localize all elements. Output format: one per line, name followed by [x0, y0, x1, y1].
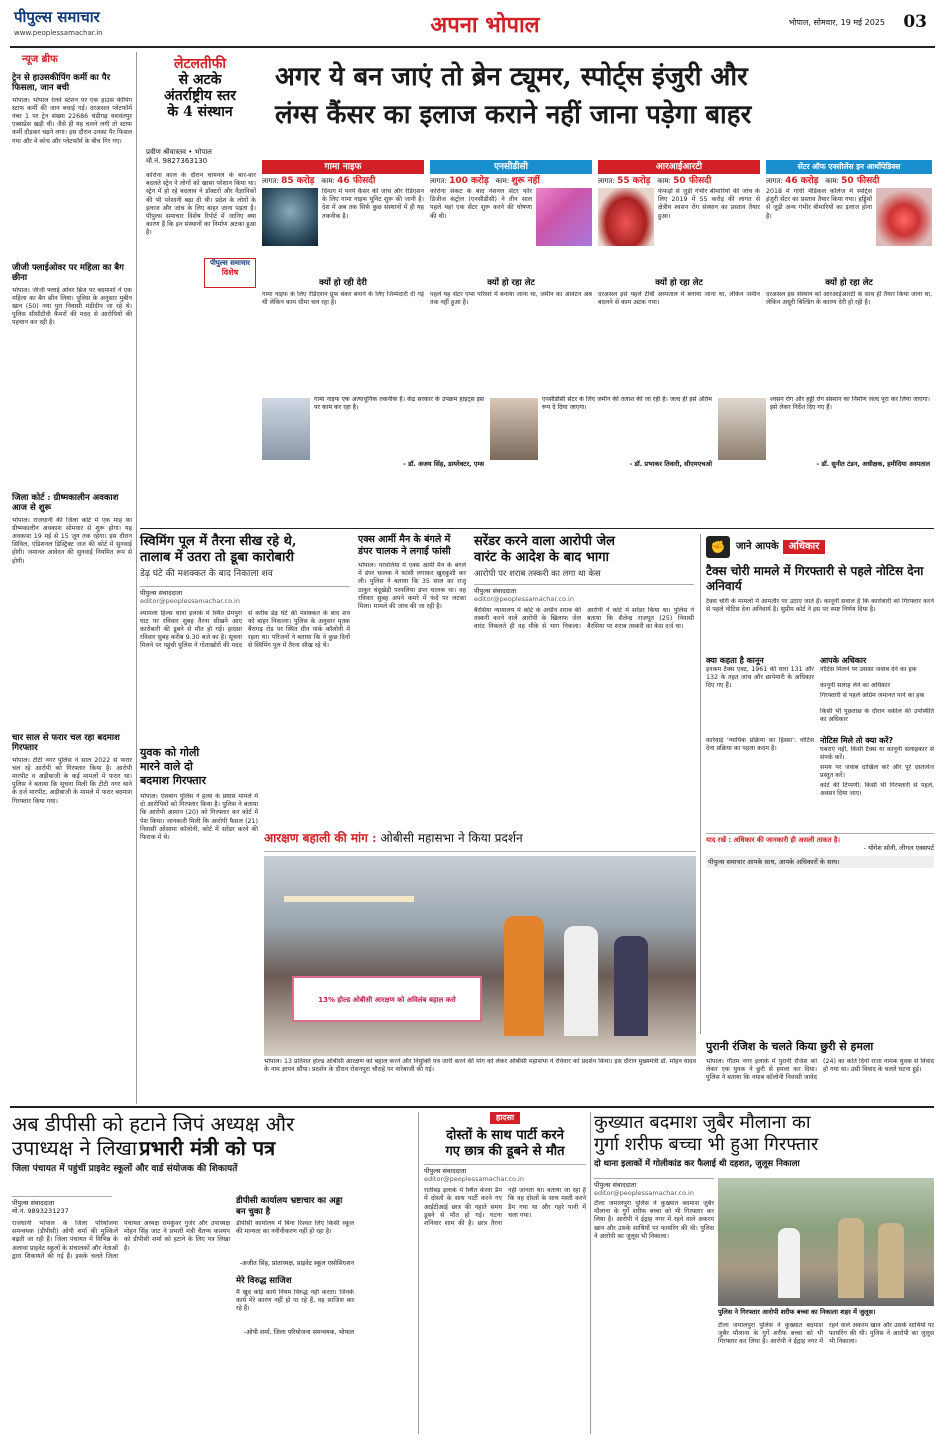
cost-value: 85 करोड़ [281, 176, 315, 186]
kicker-line: के 4 संस्थान [167, 104, 233, 120]
special-badge [204, 258, 256, 288]
rights-footer: पीपुल्स समाचार आपके साथ, आपके अधिकारों के साथ। [706, 856, 934, 868]
law-column [706, 656, 814, 827]
rights-title-prefix: जाने आपके [736, 540, 779, 552]
byline-email[interactable]: editor@peoplessamachar.co.in [424, 1175, 524, 1184]
brief-1-body: भोपाल। भोपाल रेलवे स्टेशन पर एक हाउस कीपिंग स्टाफ कर्मी की जान बचाई गई। दरअसल प्लेटफॉर्म नंबर 1 पर ट्रेन संख्या 22686 चंडीगढ़ यशवंतपुर एक्सप्रेस खड़ी थी। जैसे ही यह चलने लगी तो स्टाफ कर्मी दौड़कर चढ़ने लगा। इस दौरान उनका पैर फिसल गया और वे कोच और प्लेटफॉर्म के बीच गिर गए। [12, 96, 132, 145]
right-item: नोटिस मिलने पर उसका जवाब देने का हक [820, 666, 917, 673]
institute-name: एनसीडीसी [430, 160, 592, 174]
quote-author: - डॉ. प्रभाकर तिवारी, सीएमएचओ [629, 460, 712, 468]
notice-point: घबराएं नहीं, किसी टैक्स या कानूनी सलाहकार से संपर्क करें। [820, 746, 934, 762]
brief-4-title: चार साल से फरार चल रहा बदमाश गिरफ्तार [12, 732, 120, 753]
rights-author: - योगेश सोनी, लीगल एक्सपर्ट [863, 844, 934, 853]
headline: दोस्तों के साथ पार्टी करने [446, 1128, 564, 1143]
institute-stats [430, 176, 592, 187]
cost-label: लागत: [598, 177, 615, 185]
rights-body: टैक्स चोरी के मामलों में आमतौर पर उठाए जाते हैं। कानूनी सवाल है कि कारोबारी को गिरफ्तार करने से पहले नोटिस देना अनिवार्य है। सुप्रीम कोर्ट ने इस पर स्पष्ट निर्णय दिया है। [706, 598, 934, 614]
institute-body: कोरोना संकट के बाद नेशनल सेंटर फॉर डिजीज कंट्रोल (एनसीडीसी) ने तीन साल पहले यहां एक सेंटर शुरू करने की घोषणा की थी। [430, 188, 532, 220]
photo-person [778, 1228, 800, 1298]
photo-person [614, 936, 648, 1036]
law-point: कार्रवाई 'न्यायिक प्रक्रिया का हिस्सा': नोटिस देना प्रक्रिया का पहला कदम है। [706, 737, 814, 753]
work-label: काम: [321, 177, 335, 185]
story-body: भोपाल। ऐशबाग पुलिस ने हत्या के प्रयास मामले में दो आरोपियों को गिरफ्तार किया है। पुलिस ने बताया कि आरोपी आमान (20) को गिरफ्तार कर कोर्ट में पेश किया। जानकारी मिली कि आरोपी फैसल (21) निवासी ओसामा कॉलोनी, कोर्ट में सरेंडर करने की फिराक में थे। [140, 793, 258, 842]
right-item: किसी भी पूछताछ के दौरान वकील की उपस्थिति का अधिकार [820, 708, 934, 724]
lead-headline-2: लंग्स कैंसर का इलाज कराने नहीं जाना पड़ेगा बाहर [275, 100, 752, 130]
notice-point: कोर्ट की टिप्पणी: किसी भी गिरफ्तारी से पहले, अवसर दिया जाए। [820, 782, 934, 798]
subhead: आरोपी पर शराब तस्करी का लगा था केस [474, 569, 601, 579]
headline: स्विमिंग पूल में तैरना सीख रहे थे, [140, 534, 297, 549]
paper-name: पीपुल्स समाचार [14, 8, 100, 26]
your-rights-title: आपके अधिकार [820, 656, 867, 665]
cost-value: 55 करोड़ [617, 176, 651, 186]
story-army [358, 534, 466, 742]
quote-author: - डॉ. अजय सिंह, डायरेक्टर, एम्स [403, 460, 484, 468]
quote-text: गामा नाइफ एक अत्याधुनिक तकनीक है। केंद्र सरकार के उपक्रम हाइट्स इस पर काम कर रहा है। [314, 396, 484, 412]
dpc-sideboxes [236, 1196, 354, 1432]
quote-author: - डॉ. सुनीत टंडन, अधीक्षक, हमीदिया अस्पताल [816, 460, 930, 468]
byline: पीपुल्स संवाददाता [140, 586, 350, 597]
why-body: दरअसल इस संस्थान को आरआईआरटी के साथ ही तैयार किया जाना था, लेकिन अधूरी बिल्डिंग के कारण देरी हो रही है। [766, 291, 932, 307]
subhead: दो थाना इलाकों में गोलीकांड कर फैलाई थी दहशत, जुलूस निकाला [594, 1159, 800, 1169]
knee-injury-illustration [876, 188, 932, 246]
dateline: भोपाल, सोमवार, 19 मई 2025 [788, 18, 885, 27]
kicker-line: लेटलतीफी [173, 56, 227, 72]
protest-header [264, 826, 696, 852]
why-title: क्यों हो रहा लेट [655, 278, 703, 288]
headline: एक्स आर्मी मैन के बंगले में डंपर चालक ने लगाई फांसी [358, 534, 451, 557]
special-sub: विशेष [221, 267, 239, 277]
work-label: काम: [657, 177, 671, 185]
work-value: शुरू नहीं [511, 176, 540, 186]
work-label: काम: [825, 177, 839, 185]
rights-box [706, 534, 934, 1036]
cost-value: 100 करोड़ [449, 176, 489, 186]
website-link[interactable]: www.peoplessamachar.in [14, 28, 103, 37]
cost-label: लागत: [262, 177, 279, 185]
dpc-byline [12, 1196, 112, 1215]
byline: पीपुल्स संवाददाता [594, 1178, 714, 1189]
work-label: काम: [495, 177, 510, 185]
fist-icon: ✊ [706, 536, 730, 558]
brief-2-body: भोपाल। जीजी फ्लाई ओवर ब्रिज पर बदमाशों ने एक महिला का बैग छीन लिया। पुलिस के अनुसार मुबीन खान (50) नया पुरा निवासी मंडीदीप जा रहे थे। पुलिस सीसीटीवी कैमरों की मदद से आरोपियों की पहचान कर रही है। [12, 286, 132, 327]
byline: पीपुल्स संवाददाता [12, 1196, 112, 1207]
headline: अब डीपीसी को हटाने जिपं अध्यक्ष और [12, 1112, 295, 1136]
quote-text: श्वसन रोग और हड्डी रोग संस्थान का निर्माण जल्द पूरा कर लिया जाएगा। इसे लेकर निर्देश दिए गए हैं। [770, 396, 930, 412]
rights-title-main: अधिकार [783, 540, 826, 555]
special-label: पीपुल्स समाचार [209, 258, 251, 267]
institute-stats [262, 176, 424, 187]
right-item: गिरफ्तारी से पहले अग्रिम जमानत पाने का हक [820, 692, 925, 699]
story-zubair [594, 1112, 934, 1170]
lead-intro: कोरोना काल के दौरान चायनल के बार-बार बदलते स्ट्रेन ने लोगों को खासा परेशान किया था। स्ट्रेन में हो रहे बदलाव ने डॉक्टरों और वैज्ञानिकों की भी परेशानी बढ़ा दी थी। प्रदेश के लोगों के इलाज और जांच के लिए बाहर जाना पड़ता है। पीपुल्स समाचार विशेष रिपोर्ट में जानिए क्या कारण हैं कि इन संस्थानों का निर्माण अटका हुआ है। [146, 172, 256, 237]
work-value: 50 फीसदी [841, 176, 880, 186]
institute-name: सेंटर ऑफ एक्सीलेंस इन आर्थोपेडिक्स [766, 160, 932, 174]
why-body: गामा नाइफ के लिए रेडिएशन प्रूफ बंकर बनाने के लिए जिम्मेदारी दी गई थी लेकिन काम धीमा चल रहा है। [262, 291, 424, 307]
masthead-left [14, 8, 284, 44]
why-title: क्यों हो रही देरी [319, 278, 367, 288]
doctor-photo-sunit-tandon [718, 398, 766, 460]
doctor-photo-prabhakar-tiwari [490, 398, 538, 460]
headline: मारने वाले दो [140, 760, 193, 773]
byline: पीपुल्स संवाददाता [474, 584, 694, 595]
sidebox-title: मेरे विरुद्ध साजिश [236, 1275, 292, 1286]
headline-emphasis: प्रभारी मंत्री को पत्र [139, 1136, 276, 1160]
why-title: क्यों हो रहा लेट [487, 278, 535, 288]
protest-headline: ओबीसी महासभा ने किया प्रदर्शन [380, 831, 523, 845]
photo-person [564, 926, 598, 1036]
rights-header [706, 534, 934, 560]
byline-email[interactable]: editor@peoplessamachar.co.in [140, 597, 240, 606]
headline: गुर्गा शरीफ बच्चा भी हुआ गिरफ्तार [594, 1134, 819, 1155]
headline: युवक को गोली [140, 746, 200, 759]
why-title: क्यों हो रहा लेट [825, 278, 873, 288]
institute-name: गामा नाइफ [262, 160, 424, 174]
kicker-line: अंतर्राष्ट्रीय स्तर [164, 88, 236, 104]
headline: कुख्यात बदमाश जुबैर मौलाना का [594, 1112, 811, 1133]
institute-body: फेफड़ों से जुड़ी गंभीर बीमारियों की जांच के लिए 2019 में 55 करोड़ की लागत से क्षेत्रीय श्वसन रोग संस्थान का प्रस्ताव तैयार हुआ। [658, 188, 760, 220]
institute-stats [766, 176, 932, 187]
sidebox-author: -ओपी शर्मा, जिला परियोजना समन्वयक, भोपाल [243, 1328, 354, 1336]
story-body-continued: टीला जमालपुरा पुलिस ने कुख्यात बदमाश जुबैर मौलाना के गुर्गे शरीफ बच्चा को भी गिरफ्तार कर लिया है। आरोपी ने ईद्गाह नगर में रहने वाले अकरम खान और उसके साथियों पर फायरिंग की थी। पुलिस ने आरोपी का जुलूस भी निकाला। [718, 1322, 934, 1346]
headline: वारंट के आदेश के बाद भागा [474, 550, 609, 565]
story-body: बैरसिया न्यायालय में कोर्ट के अधीन शराब की तस्करी करने वाले आरोपी के खिलाफ जेल वारंट निकलते ही वह मौके से भाग निकला। आरोपी ने कोर्ट में सरेंडर किया था। पुलिस ने बताया कि शैलेन्द्र राजपूत (25) निवासी बैरसिया पर शराब तस्करी का केस दर्ज था। [474, 606, 694, 631]
why-body: पहले यह सेंटर एम्स परिसर में बनाया जाना था, जमीन का आवंटन अब तक नहीं हुआ है। [430, 291, 592, 307]
law-point: इनकम टैक्स एक्ट, 1961 की धारा 131 और 132 के तहत जांच और छापेमारी के अधिकार दिए गए हैं। [706, 666, 814, 690]
cost-label: लागत: [430, 177, 447, 185]
byline-email[interactable]: editor@peoplessamachar.co.in [594, 1189, 694, 1198]
page-number: 03 [903, 12, 927, 32]
byline-mobile: मो.नं. 9827363130 [146, 156, 208, 165]
subhead: जिला पंचायत में पहुंचीं प्राइवेट स्कूलों और वार्ड संयोजक की शिकायतें [12, 1164, 238, 1174]
work-value: 46 फीसदी [337, 176, 376, 186]
headline: तालाब में उतरा तो डूबा कारोबारी [140, 550, 295, 565]
byline-city: भोपाल [194, 148, 212, 156]
law-title: क्या कहता है कानून [706, 656, 764, 665]
quotes-row [262, 388, 932, 523]
lungs-illustration [598, 188, 654, 246]
protest-caption: भोपाल। 13 प्रतिशत होल्ड ओबीसी आरक्षण को बहाल करने और नियुक्ति पत्र जारी करने की मांग को लेकर ओबीसी महासभा ने रविवार को प्रदर्शन किया। इस दौरान मुख्यमंत्री डॉ. मोहन यादव के नाम ज्ञापन सौंपा। प्रदर्शन के दौरान रोशनपुरा चौराहे पर नारेबाजी की गई। [264, 1058, 696, 1074]
story-body: भोपाल। परवलिया में एक्स आर्मी मैन के बंगले में डंपर चालक ने फांसी लगाकर खुदकुशी कर ली। पुलिस ने बताया कि 35 साल का राजू ठाकुर चंदूखेड़ी परवलिया डंपर चालक था। वह रविवार सुबह अपने कमरे में फंदे पर लटका मिला। मामले की जांच की जा रही है। [358, 562, 466, 611]
story-drown [424, 1112, 586, 1417]
story-body: टीला जमालपुरा पुलिस ने कुख्यात बदमाश जुबैर मौलाना के गुर्गे शरीफ बच्चा को भी गिरफ्तार कर लिया है। आरोपी ने ईद्गाह नगर में रहने वाले अकरम खान और उसके साथियों पर फायरिंग की थी। पुलिस ने आरोपी का जुलूस भी निकाला। [594, 1200, 714, 1240]
brief-3-body: भोपाल। राजधानी की जिला कोर्ट में एक माह का ग्रीष्मकालीन अवकाश सोमवार से शुरू होगा। यह अवकाश 19 मई से 15 जून तक रहेगा। इस दौरान सिविल, एडिशनल डिस्ट्रिक्ट जज की कोर्ट में सुनवाई होगी। जमानत आवेदन की सुनवाई नियमित रूप से होगी। [12, 516, 132, 565]
work-value: 50 फीसदी [673, 176, 712, 186]
protest-banner: 13% होल्ड ओबीसी आरक्षण को अविलंब बहाल करो [292, 976, 482, 1022]
brief-2-title: जीजी फ्लाईओवर पर महिला का बैग छीना [12, 262, 124, 283]
byline-mobile: मो.नं. 9893231237 [12, 1207, 69, 1216]
lead-kicker [140, 56, 260, 120]
byline-name: प्रवीण श्रीवास्तव [146, 148, 187, 156]
lead-byline: प्रवीण श्रीवास्तव • भोपाल मो.नं. 9827363130 [146, 148, 256, 166]
rights-note: याद रखें : अधिकार की जानकारी ही असली ताकत है। [706, 833, 934, 844]
lab-sample-photo [536, 188, 592, 246]
why-body: दरअसल इसे पहले टीबी अस्पताल में बनाया जाना था, लेकिन जमीन बदलने से काम अटक गया। [598, 291, 760, 307]
protest-photo [264, 856, 696, 1056]
zubair-byline [594, 1178, 714, 1197]
story-surrender [474, 534, 694, 757]
story-body: श्यामला हिल्स थाना इलाके में स्थित प्रेमपुरा घाट पर रविवार सुबह तैरना सीखने आए कारोबारी की डूबने से मौत हो गई। हादसा रविवार सुबह करीब 9.30 बजे का है। सूचना मिलने पर पहुंची पुलिस ने गोताखोरों की मदद से करीब डेढ़ घंटे की मशक्कत के बाद शव को बाहर निकाला। पुलिस के अनुसार मृतक बैरागढ़ रोड पर स्थित ग्रीन पार्क कॉलोनी में रहता था। परिजनों ने बताया कि वे कुछ दिनों से स्विमिंग पूल में तैरना सीख रहे थे। [140, 609, 350, 650]
lead-headline-1: अगर ये बन जाएं तो ब्रेन ट्यूमर, स्पोर्ट्स इंजुरी और [275, 62, 748, 92]
right-item: कानूनी सलाह लेने का अधिकार [820, 682, 891, 689]
sidebox-body: मैं खुद कोई कार्य नियम विरुद्ध नहीं करता। जिनके कार्य मेरे कारण नहीं हो पा रहे हैं, वह साजिश कर रहे हैं। [236, 1288, 354, 1313]
masthead-rule [10, 46, 935, 48]
kicker-tag: हादसा [490, 1112, 520, 1124]
notice-title: नोटिस मिले तो क्या करें? [820, 736, 894, 745]
photo-sign [284, 896, 414, 902]
section-title: अपना भोपाल [430, 12, 540, 38]
headline: गए छात्र की डूबने से मौत [445, 1144, 565, 1159]
headline: उपाध्यक्ष ने लिखा [12, 1136, 138, 1160]
story-dpc [12, 1112, 412, 1175]
headline: पुरानी रंजिश के चलते किया छुरी से हमला [706, 1040, 874, 1053]
photo-police [878, 1223, 904, 1298]
kicker-line: से अटके [178, 72, 222, 88]
headline: बदमाश गिरफ्तार [140, 774, 206, 787]
story-body: रातीबड़ इलाके में स्थित केरवा डैम में दोस्तों के साथ पार्टी करने गए आईटीआई छात्र की नहाते समय डूबने से मौत हो गई। घटना शनिवार शाम की है। छात्र तैरना नहीं जानता था। बताया जा रहा है कि वह दोस्तों के साथ मस्ती करने डैम गया था और गहरे पानी में चला गया। [424, 1187, 586, 1228]
news-brief-column [12, 52, 132, 1152]
sidebox-body: डीपीसी कार्यालय में बिना रिश्वत लिए किसी स्कूल की मान्यता का नवीनीकरण नहीं हो रहा है। [236, 1220, 354, 1236]
quote-text: एनसीडीसी सेंटर के लिए जमीन की तलाश की जा रही है। जल्द ही इसे अंतिम रूप दे दिया जाएगा। [542, 396, 712, 412]
story-body: भोपाल। गौतम नगर इलाके में पुरानी रंजिश को लेकर एक युवक ने छुरी से हमला कर दिया। पुलिस ने बताया कि नयाब कॉलोनी निवासी जावेद (24) का कोते दिनों राजा नामक युवक से विवाद हो गया था। उसी विवाद के चलते घटना हुई। [706, 1058, 934, 1082]
story-body: राजधानी भोपाल के जिला परियोजना समन्वयक (डीपीसी) ओपी शर्मा की मुश्किलें बढ़ती जा रही हैं। जिला पंचायत में विभिन्न के अलावा प्राइवेट स्कूलों के संचालकों और नेताओं द्वारा शिकायतें की गई हैं। इसके चलते जिला पंचायत अध्यक्ष रामकुंवर गुर्जर और उपाध्यक्ष मोहन सिंह जाट ने प्रभारी मंत्री चैतन्य काश्यप को डीपीसी शर्मा को हटाने के लिए पत्र लिखा है। [12, 1220, 230, 1260]
photo-person [504, 916, 544, 1036]
zubair-procession-photo [718, 1178, 934, 1306]
brief-1-title: ट्रेन से हाउसकीपिंग कर्मी का पैर फिसला, जान बची [12, 72, 111, 93]
photo-police [838, 1218, 864, 1298]
institute-body: 2018 में गांधी मेडिकल कॉलेज में स्पोर्ट्स इंजुरी सेंटर का प्रस्ताव तैयार किया गया। हड्डियों से जुड़ी अन्य गंभीर बीमारियों का इलाज होना है। [766, 188, 872, 220]
photo-caption: पुलिस ने गिरफ्तार आरोपी शरीफ बच्चा का निकाला शहर में जुलूस। [718, 1308, 876, 1316]
story-pool [140, 534, 350, 760]
story-shot [140, 746, 258, 1038]
sidebox-title: डीपीसी कार्यालय भ्रष्टाचार का अड्डा बन चुका है [236, 1196, 343, 1217]
subhead: डेढ़ घंटे की मशक्कत के बाद निकाला शव [140, 569, 273, 579]
brief-3-title: जिला कोर्ट : ग्रीष्मकालीन अवकाश आज से शुरू [12, 492, 119, 513]
cost-label: लागत: [766, 177, 783, 185]
headline: सरेंडर करने वाला आरोपी जेल [474, 534, 615, 549]
sidebox-author: -अजीत सिंह, प्रांताध्यक्ष, प्राइवेट स्कूल एसोसिएशन [239, 1260, 354, 1267]
your-rights-column [820, 656, 934, 827]
protest-label: आरक्षण बहाली की मांग : [264, 831, 377, 845]
doctor-photo-ajay-singh [262, 398, 310, 460]
gamma-machine-photo [262, 188, 318, 246]
rights-headline: टैक्स चोरी मामले में गिरफ्तारी से पहले नोटिस देना अनिवार्य [706, 564, 924, 593]
cost-value: 46 करोड़ [785, 176, 819, 186]
institute-body: दिमाग में पनपे कैंसर की जांच और रेडिएशन के लिए गामा नाइफ यूनिट शुरू की जानी है। देश में अब तक सिर्फ कुछ संस्थानों में ही यह तकनीक है। [322, 188, 424, 220]
byline-email[interactable]: editor@peoplessamachar.co.in [474, 594, 574, 603]
institute-stats [598, 176, 760, 187]
notice-point: समय पर जवाब दाखिल करें और पूरे दस्तावेज प्रस्तुत करें। [820, 764, 934, 780]
news-brief-label: न्यूज ब्रीफ [22, 54, 58, 65]
brief-4-body: भोपाल। टीटी नगर पुलिस ने साल 2022 से फरार चल रहे आरोपी को गिरफ्तार किया है। आरोपी मारपीट व अड़ीबाजी के कई मामलों में फरार था। पुलिस ने बताया कि सूचना मिली कि टीटी नगर थाने के दर्ज मारपीट, अड़ीबाजी के मामले में फरार बदमाश गिरफ्तार किया गया। [12, 756, 132, 805]
institute-name: आरआईआरटी [598, 160, 760, 174]
byline: पीपुल्स संवाददाता [424, 1164, 586, 1175]
